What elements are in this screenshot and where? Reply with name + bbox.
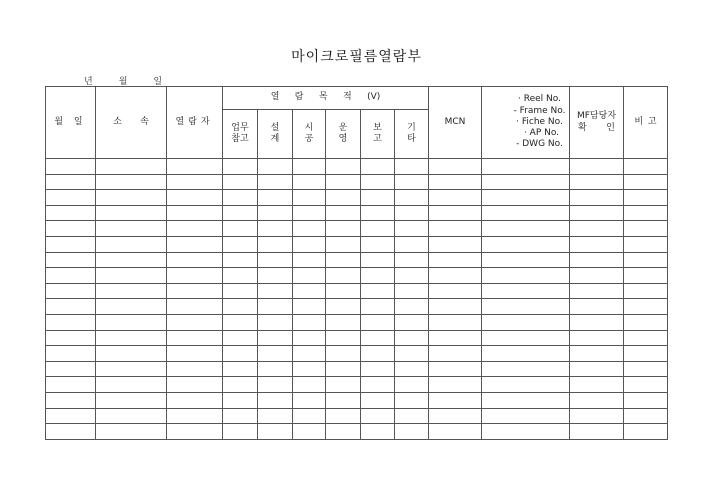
table-cell <box>223 283 258 299</box>
table-cell <box>326 314 361 330</box>
table-cell <box>395 377 429 393</box>
table-cell <box>96 268 167 284</box>
table-cell <box>395 424 429 440</box>
table-cell <box>624 283 668 299</box>
table-cell <box>395 236 429 252</box>
table-cell <box>258 159 293 175</box>
table-cell <box>361 174 395 190</box>
table-cell <box>96 159 167 175</box>
table-cell <box>482 236 570 252</box>
table-cell <box>326 408 361 424</box>
table-cell <box>326 330 361 346</box>
table-cell <box>46 314 96 330</box>
table-cell <box>293 377 326 393</box>
table-cell <box>482 283 570 299</box>
table-cell <box>258 283 293 299</box>
table-cell <box>46 205 96 221</box>
table-cell <box>361 330 395 346</box>
table-row <box>46 392 668 408</box>
table-cell <box>624 221 668 237</box>
table-cell <box>482 392 570 408</box>
header-remarks: 비 고 <box>624 87 668 159</box>
header-purpose-construction: 시 공 <box>293 110 326 159</box>
table-cell <box>293 330 326 346</box>
table-row <box>46 408 668 424</box>
table-cell <box>361 361 395 377</box>
table-cell <box>482 346 570 362</box>
table-cell <box>570 190 624 206</box>
table-cell <box>429 346 482 362</box>
table-cell <box>258 252 293 268</box>
table-row <box>46 268 668 284</box>
table-cell <box>96 236 167 252</box>
table-cell <box>167 174 223 190</box>
table-cell <box>223 268 258 284</box>
table-cell <box>258 392 293 408</box>
table-cell <box>570 314 624 330</box>
table-cell <box>482 268 570 284</box>
table-cell <box>223 159 258 175</box>
table-cell <box>293 174 326 190</box>
table-cell <box>96 408 167 424</box>
header-purpose-work-reference: 업무 참고 <box>223 110 258 159</box>
table-cell <box>361 377 395 393</box>
table-cell <box>395 314 429 330</box>
table-row <box>46 283 668 299</box>
table-cell <box>46 252 96 268</box>
table-cell <box>293 252 326 268</box>
table-cell <box>293 205 326 221</box>
table-cell <box>624 174 668 190</box>
table-row <box>46 361 668 377</box>
table-row <box>46 299 668 315</box>
table-row <box>46 159 668 175</box>
table-cell <box>429 330 482 346</box>
table-cell <box>570 330 624 346</box>
table-cell <box>258 205 293 221</box>
table-cell <box>293 346 326 362</box>
table-cell <box>326 159 361 175</box>
table-cell <box>361 159 395 175</box>
table-cell <box>482 221 570 237</box>
date-day-label: 일 <box>153 77 163 87</box>
header-purpose-other: 기 타 <box>395 110 429 159</box>
table-cell <box>429 314 482 330</box>
table-cell <box>429 205 482 221</box>
table-cell <box>429 159 482 175</box>
table-row <box>46 252 668 268</box>
table-cell <box>624 408 668 424</box>
table-cell <box>326 392 361 408</box>
table-cell <box>96 252 167 268</box>
table-cell <box>46 392 96 408</box>
table-cell <box>46 377 96 393</box>
table-cell <box>429 377 482 393</box>
table-cell <box>624 236 668 252</box>
table-cell <box>46 408 96 424</box>
table-cell <box>223 392 258 408</box>
table-cell <box>167 190 223 206</box>
header-viewing-purpose: 열 람 목 적 (V) <box>223 87 429 110</box>
table-cell <box>570 408 624 424</box>
table-cell <box>361 205 395 221</box>
header-film-identifiers: · Reel No. - Frame No. · Fiche No. · AP No. - DWG No. <box>482 87 570 159</box>
table-row <box>46 314 668 330</box>
table-cell <box>293 283 326 299</box>
table-cell <box>429 190 482 206</box>
table-cell <box>482 330 570 346</box>
table-cell <box>96 190 167 206</box>
table-cell <box>326 377 361 393</box>
microfilm-viewing-ledger <box>45 86 668 440</box>
table-cell <box>258 424 293 440</box>
table-cell <box>361 424 395 440</box>
table-cell <box>167 252 223 268</box>
table-cell <box>361 392 395 408</box>
table-row <box>46 236 668 252</box>
table-cell <box>96 424 167 440</box>
table-cell <box>96 392 167 408</box>
table-cell <box>96 299 167 315</box>
table-cell <box>293 190 326 206</box>
table-cell <box>624 346 668 362</box>
table-cell <box>293 314 326 330</box>
table-cell <box>570 361 624 377</box>
table-cell <box>482 174 570 190</box>
table-cell <box>395 283 429 299</box>
table-cell <box>361 236 395 252</box>
table-cell <box>46 424 96 440</box>
table-cell <box>395 330 429 346</box>
table-cell <box>361 221 395 237</box>
table-cell <box>395 190 429 206</box>
table-cell <box>46 299 96 315</box>
table-cell <box>624 190 668 206</box>
table-cell <box>429 221 482 237</box>
table-cell <box>624 205 668 221</box>
table-cell <box>395 174 429 190</box>
table-cell <box>46 159 96 175</box>
table-cell <box>395 205 429 221</box>
table-cell <box>223 330 258 346</box>
table-cell <box>293 159 326 175</box>
table-cell <box>326 190 361 206</box>
table-cell <box>482 252 570 268</box>
table-cell <box>570 283 624 299</box>
table-cell <box>96 314 167 330</box>
table-cell <box>46 221 96 237</box>
table-row <box>46 205 668 221</box>
table-cell <box>429 236 482 252</box>
table-cell <box>482 190 570 206</box>
table-cell <box>624 424 668 440</box>
table-cell <box>258 408 293 424</box>
table-cell <box>326 346 361 362</box>
table-cell <box>429 408 482 424</box>
table-cell <box>624 330 668 346</box>
table-cell <box>429 424 482 440</box>
table-row <box>46 424 668 440</box>
table-cell <box>167 221 223 237</box>
table-cell <box>96 330 167 346</box>
table-cell <box>326 205 361 221</box>
table-cell <box>223 236 258 252</box>
table-cell <box>96 377 167 393</box>
table-cell <box>167 408 223 424</box>
table-cell <box>293 268 326 284</box>
table-cell <box>326 424 361 440</box>
table-cell <box>223 424 258 440</box>
table-cell <box>96 221 167 237</box>
table-cell <box>293 361 326 377</box>
table-cell <box>223 221 258 237</box>
header-viewer: 열람자 <box>167 87 223 159</box>
table-cell <box>395 408 429 424</box>
table-cell <box>482 377 570 393</box>
table-cell <box>429 283 482 299</box>
table-cell <box>223 252 258 268</box>
table-cell <box>167 159 223 175</box>
table-cell <box>429 174 482 190</box>
table-cell <box>96 205 167 221</box>
table-cell <box>326 361 361 377</box>
table-cell <box>258 236 293 252</box>
table-cell <box>96 283 167 299</box>
table-cell <box>96 346 167 362</box>
table-cell <box>361 190 395 206</box>
table-cell <box>361 408 395 424</box>
table-cell <box>570 221 624 237</box>
header-mf-confirm: MF담당자 확 인 <box>570 87 624 159</box>
table-cell <box>293 221 326 237</box>
table-cell <box>361 252 395 268</box>
table-cell <box>258 174 293 190</box>
table-cell <box>361 346 395 362</box>
table-cell <box>429 252 482 268</box>
table-cell <box>293 236 326 252</box>
table-row <box>46 346 668 362</box>
table-cell <box>624 268 668 284</box>
table-row <box>46 377 668 393</box>
table-cell <box>326 236 361 252</box>
table-cell <box>395 252 429 268</box>
table-cell <box>223 346 258 362</box>
table-cell <box>624 159 668 175</box>
table-cell <box>570 159 624 175</box>
table-cell <box>570 252 624 268</box>
table-cell <box>326 268 361 284</box>
header-department: 소 속 <box>96 87 167 159</box>
table-cell <box>624 252 668 268</box>
header-mcn: MCN <box>429 87 482 159</box>
table-cell <box>167 346 223 362</box>
table-cell <box>361 314 395 330</box>
table-cell <box>46 283 96 299</box>
table-cell <box>258 330 293 346</box>
table-cell <box>167 236 223 252</box>
table-row <box>46 330 668 346</box>
table-row <box>46 190 668 206</box>
table-cell <box>46 330 96 346</box>
table-cell <box>326 299 361 315</box>
table-cell <box>258 221 293 237</box>
table-cell <box>96 174 167 190</box>
table-cell <box>293 392 326 408</box>
table-cell <box>482 408 570 424</box>
table-cell <box>46 174 96 190</box>
table-cell <box>624 361 668 377</box>
header-purpose-design: 설 계 <box>258 110 293 159</box>
table-cell <box>395 361 429 377</box>
table-cell <box>223 361 258 377</box>
table-cell <box>167 268 223 284</box>
table-cell <box>293 408 326 424</box>
table-cell <box>429 392 482 408</box>
table-cell <box>624 299 668 315</box>
date-month-label: 월 <box>118 77 128 87</box>
table-cell <box>167 392 223 408</box>
table-row <box>46 174 668 190</box>
table-cell <box>395 299 429 315</box>
table-cell <box>46 268 96 284</box>
table-cell <box>46 236 96 252</box>
table-cell <box>482 159 570 175</box>
table-cell <box>96 361 167 377</box>
table-cell <box>223 408 258 424</box>
table-cell <box>223 190 258 206</box>
table-cell <box>167 424 223 440</box>
date-year-label: 년 <box>84 77 93 87</box>
document-title: 마이크로필름열람부 <box>291 49 422 65</box>
table-cell <box>167 377 223 393</box>
table-cell <box>258 346 293 362</box>
table-cell <box>482 361 570 377</box>
table-cell <box>395 159 429 175</box>
table-cell <box>167 314 223 330</box>
table-cell <box>361 299 395 315</box>
table-cell <box>570 346 624 362</box>
table-cell <box>167 283 223 299</box>
table-cell <box>570 299 624 315</box>
table-row <box>46 221 668 237</box>
table-cell <box>395 221 429 237</box>
table-cell <box>570 392 624 408</box>
table-cell <box>326 283 361 299</box>
table-cell <box>223 314 258 330</box>
table-cell <box>46 190 96 206</box>
table-cell <box>293 424 326 440</box>
table-cell <box>624 392 668 408</box>
table-cell <box>167 299 223 315</box>
table-cell <box>361 283 395 299</box>
table-cell <box>482 314 570 330</box>
table-cell <box>395 392 429 408</box>
table-cell <box>326 221 361 237</box>
table-cell <box>258 268 293 284</box>
table-cell <box>258 314 293 330</box>
table-cell <box>223 174 258 190</box>
table-cell <box>570 377 624 393</box>
table-cell <box>624 314 668 330</box>
table-cell <box>570 424 624 440</box>
table-cell <box>258 377 293 393</box>
table-cell <box>258 299 293 315</box>
table-cell <box>258 190 293 206</box>
table-cell <box>46 346 96 362</box>
table-cell <box>46 361 96 377</box>
table-cell <box>482 424 570 440</box>
table-cell <box>223 377 258 393</box>
table-cell <box>570 174 624 190</box>
table-cell <box>570 268 624 284</box>
table-cell <box>223 299 258 315</box>
table-cell <box>326 174 361 190</box>
table-cell <box>258 361 293 377</box>
table-cell <box>429 361 482 377</box>
header-purpose-report: 보 고 <box>361 110 395 159</box>
table-cell <box>570 236 624 252</box>
table-cell <box>361 268 395 284</box>
table-cell <box>395 268 429 284</box>
table-cell <box>395 346 429 362</box>
header-date: 월 일 <box>46 87 96 159</box>
table-cell <box>293 299 326 315</box>
table-cell <box>167 330 223 346</box>
table-cell <box>429 299 482 315</box>
table-cell <box>223 205 258 221</box>
table-cell <box>167 361 223 377</box>
table-cell <box>482 205 570 221</box>
table-cell <box>326 252 361 268</box>
table-cell <box>624 377 668 393</box>
table-cell <box>570 205 624 221</box>
header-purpose-operation: 운 영 <box>326 110 361 159</box>
table-cell <box>429 268 482 284</box>
table-cell <box>482 299 570 315</box>
table-cell <box>167 205 223 221</box>
